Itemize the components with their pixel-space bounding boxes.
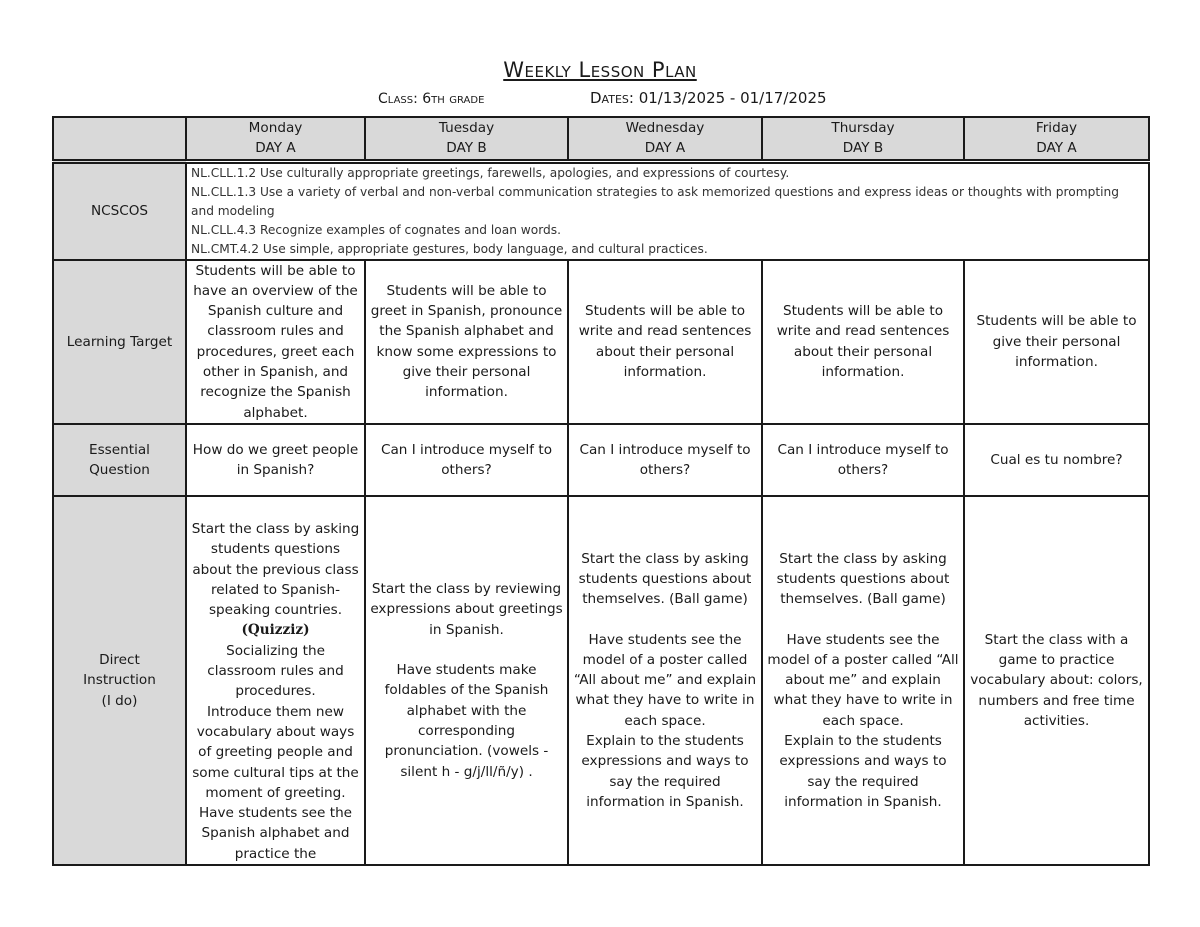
label-line: Instruction <box>83 672 156 689</box>
direct-instruction-thursday <box>762 496 964 865</box>
day-header-tuesday <box>365 117 568 161</box>
essential-question-monday: How do we greet people in Spanish? <box>186 424 365 496</box>
day-name: Friday <box>1035 120 1078 136</box>
instruction-text: Have students see the Spanish alphabet and practice the <box>198 805 353 862</box>
standard-item: NL.CLL.1.2 Use culturally appropriate greetings, farewells, apologies, and expressions of courtesy. <box>191 165 790 180</box>
instruction-text: Socializing the classroom rules and procedures. <box>207 642 344 700</box>
header-row <box>53 117 1149 161</box>
day-type: DAY A <box>644 140 686 157</box>
day-type: DAY B <box>446 140 487 157</box>
standard-item: NL.CLL.4.3 Recognize examples of cognates and loan words. <box>191 222 561 237</box>
class-label: Class: 6th grade <box>378 91 485 107</box>
learning-target-monday: Students will be able to have an overview of the Spanish culture and classroom rules and procedures, greet each other in Spanish, and recognize the Spanish alphabet. <box>186 260 365 424</box>
day-header-monday <box>186 117 365 161</box>
learning-target-label: Learning Target <box>53 260 186 424</box>
day-name: Monday <box>248 120 303 136</box>
instruction-text: Have students make foldables of the Spanish alphabet with the corresponding pronunciation. (vowels - silent h - g/j/ll/ñ/y) . <box>384 662 549 780</box>
essential-question-wednesday: Can I introduce myself to others? <box>568 424 762 496</box>
day-type: DAY A <box>1036 140 1077 157</box>
essential-question-thursday: Can I introduce myself to others? <box>762 424 964 496</box>
instruction-text: Start the class by asking students questions about themselves. (Ball game) <box>578 550 752 608</box>
standard-item: NL.CMT.4.2 Use simple, appropriate gestures, body language, and cultural practices. <box>191 241 708 256</box>
monday-instruction-text <box>191 519 360 864</box>
ncscos-standards <box>186 161 1149 260</box>
day-name: Thursday <box>831 120 895 136</box>
learning-target-row <box>53 260 1149 424</box>
corner-cell <box>53 117 186 161</box>
instruction-text: Explain to the students expressions and ways to say the required information in Spanish. <box>779 733 947 810</box>
instruction-text: Have students see the model of a poster called “All about me” and explain what they have to write in each space. <box>573 631 757 729</box>
direct-instruction-wednesday <box>568 496 762 865</box>
dates-label: Dates: 01/13/2025 - 01/17/2025 <box>590 89 827 107</box>
essential-question-tuesday: Can I introduce myself to others? <box>365 424 568 496</box>
essential-question-row <box>53 424 1149 496</box>
essential-question-friday: Cual es tu nombre? <box>964 424 1149 496</box>
label-line: Direct <box>99 652 140 669</box>
day-type: DAY A <box>255 140 296 157</box>
day-name: Wednesday <box>625 120 705 136</box>
direct-instruction-monday <box>186 496 365 865</box>
learning-target-friday: Students will be able to give their personal information. <box>964 260 1149 424</box>
direct-instruction-label <box>53 496 186 865</box>
learning-target-wednesday: Students will be able to write and read sentences about their personal information. <box>568 260 762 424</box>
instruction-text: Explain to the students expressions and ways to say the required information in Spanish. <box>581 733 749 810</box>
standard-item: NL.CLL.1.3 Use a variety of verbal and non-verbal communication strategies to ask memorized questions and express ideas or thoughts with prompting and modeling <box>191 184 1119 218</box>
day-type: DAY B <box>842 140 884 157</box>
ncscos-row <box>53 161 1149 260</box>
learning-target-thursday: Students will be able to write and read sentences about their personal information. <box>762 260 964 424</box>
instruction-text: Have students see the model of a poster called “All about me” and explain what they have to write in each space. <box>767 631 959 729</box>
direct-instruction-row <box>53 496 1149 865</box>
instruction-text: Introduce them new vocabulary about ways of greeting people and some cultural tips at the moment of greeting. <box>192 703 359 801</box>
direct-instruction-tuesday <box>365 496 568 865</box>
day-header-thursday <box>762 117 964 161</box>
lesson-plan-table <box>52 116 1150 866</box>
page-title: Weekly Lesson Plan <box>503 58 697 82</box>
day-header-wednesday <box>568 117 762 161</box>
learning-target-tuesday: Students will be able to greet in Spanish, pronounce the Spanish alphabet and know some expressions to give their personal information. <box>365 260 568 424</box>
day-name: Tuesday <box>438 120 495 136</box>
quizziz-tag: (Quizziz) <box>241 622 310 639</box>
essential-question-label: Essential Question <box>53 424 186 496</box>
instruction-text: Start the class by reviewing expressions about greetings in Spanish. <box>370 581 563 638</box>
day-header-friday <box>964 117 1149 161</box>
direct-instruction-friday: Start the class with a game to practice vocabulary about: colors, numbers and free time activities. <box>964 496 1149 865</box>
label-line: (I do) <box>101 692 138 709</box>
instruction-text: Start the class by asking students questions about themselves. (Ball game) <box>776 550 950 608</box>
ncscos-label: NCSCOS <box>53 161 186 260</box>
instruction-text: Start the class by asking students questions about the previous class related to Spanish-speaking countries. <box>191 520 360 619</box>
